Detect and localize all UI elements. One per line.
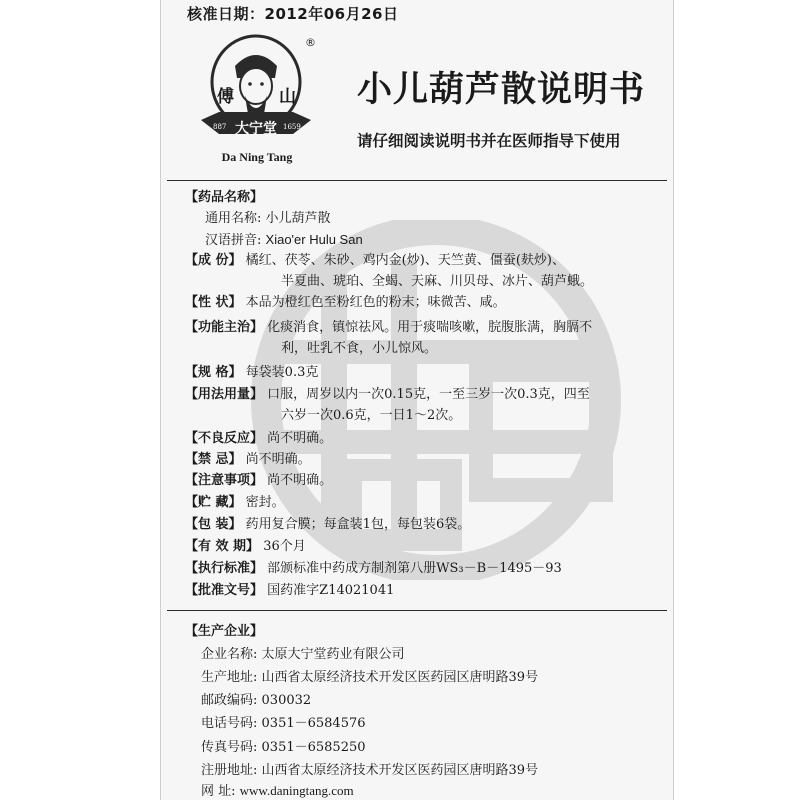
approval-row: [185, 580, 663, 601]
registered-mark: ®: [305, 36, 316, 49]
properties-value: 本品为橙红色至粉红色的粉末；味微苦、咸。: [245, 295, 506, 310]
functions-value-2: 利，吐乳不食，小儿惊风。: [281, 341, 438, 356]
spec-label: 【规 格】: [185, 365, 242, 380]
logo-banner-text: 大宁堂: [235, 121, 277, 137]
generic-name-key: 通用名称:: [205, 211, 262, 226]
functions-row: [185, 317, 663, 338]
divider-top: [167, 180, 667, 181]
validity-label: 【有 效 期】: [185, 539, 260, 554]
dosage-label: 【用法用量】: [185, 387, 264, 402]
fax-value: 0351－6585250: [261, 740, 366, 755]
manufacturer-name-key: 企业名称:: [201, 647, 258, 662]
fax-row: [201, 737, 663, 758]
pinyin-key: 汉语拼音:: [205, 233, 262, 248]
standard-row: [185, 558, 663, 579]
postcode-row: [201, 690, 663, 711]
manufacturer-name-row: [201, 644, 663, 665]
phone-key: 电话号码:: [201, 716, 258, 731]
standard-label: 【执行标准】: [185, 561, 264, 576]
ingredients-row: [185, 250, 663, 271]
logo-char-right: 山: [279, 87, 296, 107]
storage-label: 【贮 藏】: [185, 495, 242, 510]
contra-label: 【禁 忌】: [185, 452, 242, 467]
website-key: 网 址:: [201, 784, 236, 799]
generic-name-row: [205, 208, 663, 229]
brand-english-name: Da Ning Tang: [221, 150, 293, 164]
divider-bottom: [167, 610, 667, 611]
website-link[interactable]: www.daningtang.com: [239, 783, 354, 798]
dosage-row-2: [281, 405, 663, 426]
logo-year-left: 887: [213, 123, 227, 131]
functions-row-2: [281, 338, 663, 359]
reg-address-row: [201, 760, 663, 781]
approval-value: 国药准字Z14021041: [267, 583, 395, 598]
adverse-value: 尚不明确。: [267, 431, 333, 446]
spec-row: [185, 362, 663, 383]
website-row: [201, 780, 663, 800]
logo-char-left: 傅: [217, 87, 234, 107]
validity-row: [185, 536, 663, 557]
approval-label: 【批准文号】: [185, 583, 264, 598]
adverse-label: 【不良反应】: [185, 431, 264, 446]
package-value: 药用复合膜；每盒装1包，每包装6袋。: [245, 517, 471, 532]
package-label: 【包 装】: [185, 517, 242, 532]
contra-row: [185, 449, 663, 470]
package-row: [185, 514, 663, 535]
adverse-row: [185, 428, 663, 449]
postcode-key: 邮政编码:: [201, 693, 258, 708]
manufacturer-name-value: 太原大宁堂药业有限公司: [261, 647, 405, 662]
storage-value: 密封。: [245, 495, 285, 510]
validity-value: 36个月: [263, 539, 306, 554]
dosage-value-2: 六岁一次0.6克，一日1～2次。: [281, 408, 462, 423]
postcode-value: 030032: [261, 693, 312, 708]
manufacturer-address-value: 山西省太原经济技术开发区医药园区唐明路39号: [261, 670, 539, 685]
approval-date: 核准日期：2012年06月26日: [187, 5, 399, 23]
document-title: 小儿葫芦散说明书: [357, 70, 646, 110]
contra-value: 尚不明确。: [245, 452, 311, 467]
drug-name-label: 【药品名称】: [185, 190, 264, 205]
ingredients-value-1: 橘红、茯苓、朱砂、鸡内金(炒)、天竺黄、僵蚕(麸炒)、: [245, 253, 565, 268]
reg-address-value: 山西省太原经济技术开发区医药园区唐明路39号: [261, 763, 539, 778]
phone-value: 0351－6584576: [261, 716, 366, 731]
precautions-label: 【注意事项】: [185, 473, 264, 488]
functions-value-1: 化痰消食，镇惊祛风。用于痰喘咳嗽，脘腹胀满，胸膈不: [267, 320, 593, 335]
ingredients-label: 【成 份】: [185, 253, 242, 268]
precautions-row: [185, 470, 663, 491]
properties-label: 【性 状】: [185, 295, 242, 310]
manufacturer-heading: [185, 621, 663, 642]
standard-value: 部颁标准中药成方制剂第八册WS₃－B－1495－93: [267, 561, 562, 576]
pinyin-row: [205, 229, 663, 251]
functions-label: 【功能主治】: [185, 320, 264, 335]
spec-value: 每袋装0.3克: [245, 365, 319, 380]
manufacturer-label: 【生产企业】: [185, 624, 264, 639]
storage-row: [185, 492, 663, 513]
ingredients-row-2: [281, 271, 663, 292]
fax-key: 传真号码:: [201, 740, 258, 755]
phone-row: [201, 713, 663, 734]
dosage-row: [185, 384, 663, 405]
manufacturer-address-key: 生产地址:: [201, 670, 258, 685]
pinyin-value: Xiao'er Hulu San: [265, 232, 363, 247]
ingredients-value-2: 半夏曲、琥珀、全蝎、天麻、川贝母、冰片、葫芦蛾。: [281, 274, 594, 289]
precautions-value: 尚不明确。: [267, 473, 333, 488]
dosage-value-1: 口服，周岁以内一次0.15克，一至三岁一次0.3克，四至: [267, 387, 590, 402]
leaflet-sheet: [160, 0, 674, 800]
drug-name-heading: [185, 187, 663, 208]
manufacturer-address-row: [201, 667, 663, 688]
logo-year-right: 1659: [283, 123, 301, 131]
reg-address-key: 注册地址:: [201, 763, 258, 778]
generic-name-value: 小儿葫芦散: [265, 211, 331, 226]
properties-row: [185, 292, 663, 313]
document-subtitle: 请仔细阅读说明书并在医师指导下使用: [357, 132, 621, 150]
